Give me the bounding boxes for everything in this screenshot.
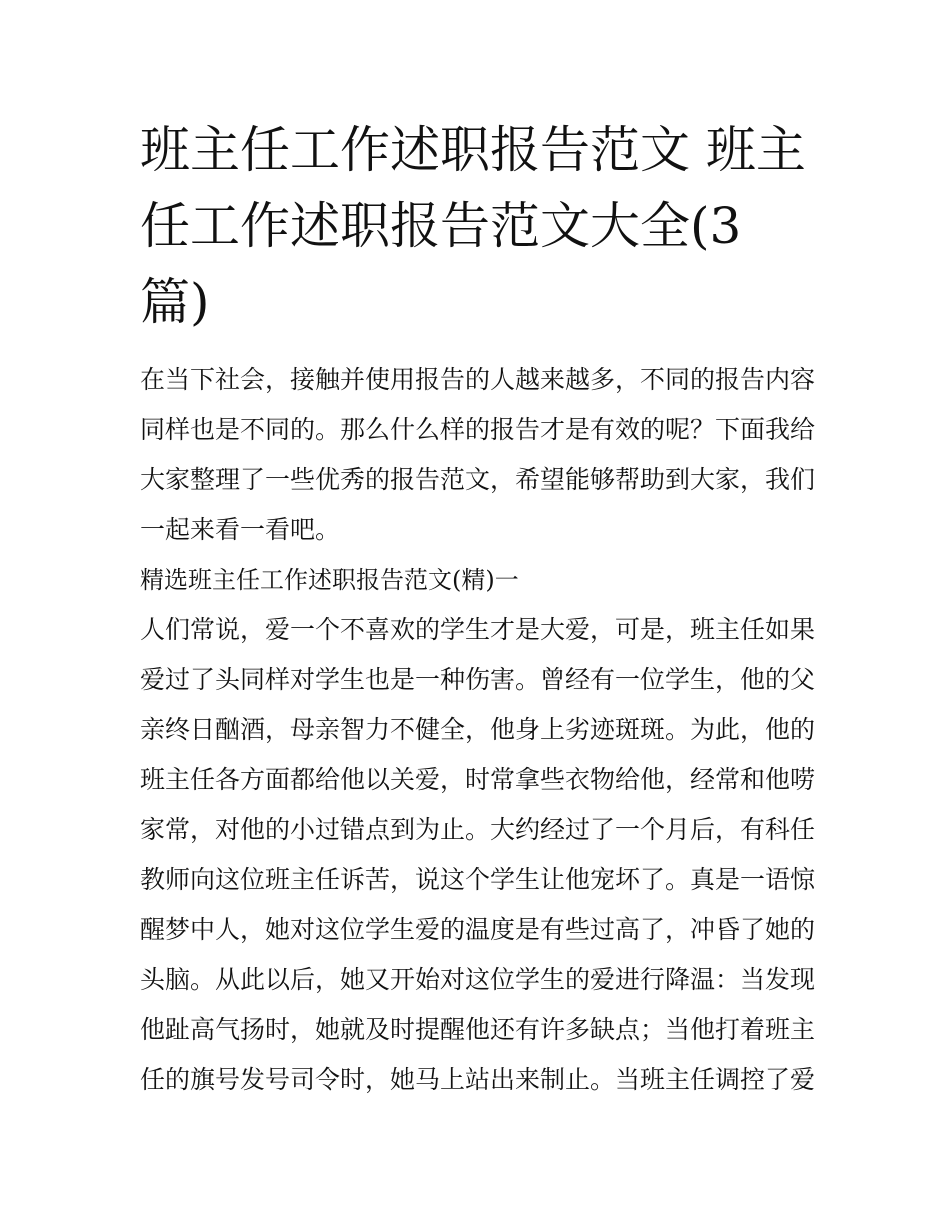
text-line: 他趾高气扬时，她就及时提醒他还有许多缺点；当他打着班主 [140, 1015, 816, 1044]
section-heading: 精选班主任工作述职报告范文(精)一 [140, 566, 519, 594]
text-line: 亲终日酗酒，母亲智力不健全，他身上劣迹斑斑。为此，他的 [140, 715, 816, 744]
section-paragraph [140, 605, 820, 1105]
text-line: 醒梦中人，她对这位学生爱的温度是有些过高了，冲昏了她的 [140, 915, 816, 944]
document-body [140, 355, 820, 1105]
text-line: 头脑。从此以后，她又开始对这位学生的爱进行降温：当发现 [140, 965, 816, 994]
intro-paragraph [140, 355, 820, 555]
text-line: 一起来看一看吧。 [140, 515, 341, 544]
text-line: 同样也是不同的。那么什么样的报告才是有效的呢？下面我给 [140, 415, 816, 444]
document-title [140, 112, 820, 340]
text-line: 任的旗号发号司令时，她马上站出来制止。当班主任调控了爱 [140, 1065, 816, 1094]
text-line: 班主任各方面都给他以关爱，时常拿些衣物给他，经常和他唠 [140, 765, 816, 794]
title-line: 班主任工作述职报告范文 班主 [140, 121, 806, 179]
text-line: 教师向这位班主任诉苦，说这个学生让他宠坏了。真是一语惊 [140, 865, 816, 894]
text-line: 在当下社会，接触并使用报告的人越来越多，不同的报告内容 [140, 365, 816, 394]
text-line: 家常，对他的小过错点到为止。大约经过了一个月后，有科任 [140, 815, 816, 844]
text-line: 大家整理了一些优秀的报告范文，希望能够帮助到大家，我们 [140, 465, 816, 494]
title-line: 任工作述职报告范文大全(3 [140, 197, 742, 255]
title-line: 篇) [140, 273, 210, 331]
text-line: 人们常说，爱一个不喜欢的学生才是大爱，可是，班主任如果 [140, 615, 816, 644]
text-line: 爱过了头同样对学生也是一种伤害。曾经有一位学生，他的父 [140, 665, 816, 694]
